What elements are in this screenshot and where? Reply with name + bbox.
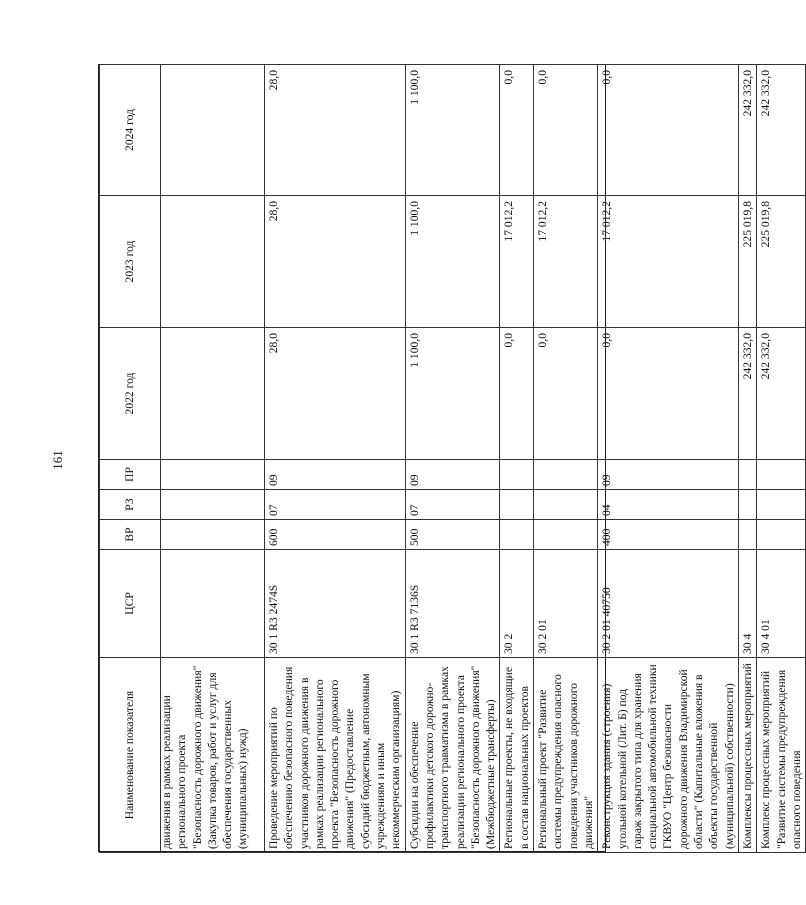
row-vr [738,520,756,550]
table-row [500,65,534,853]
row-name: Реконструкция здания (строения) угольной котельной (Лит. Б) под гараж закрытого типа для хранения специальной автомобильной техники ГКВУО "Центр безопасности дорожного движения Владимирской области" (Капитальные вложения в объекты государственной (муниципальной) собственности) [598,658,739,853]
row-name-text: движения в рамках реализации регионального проекта "Безопасность дорожного движения" (Закупка товаров, работ и услуг для обеспечения государственных (муниципальных) нужд) [160,665,250,849]
row-rz: 04 [598,490,739,520]
row-2022: 242 332,0 [738,328,756,460]
row-rz [500,490,534,520]
row-2023: 225 019,8 [738,196,756,328]
row-2024: 0,0 [534,65,598,196]
row-vr [534,520,598,550]
row-rz [161,490,265,520]
row-csr: 30 1 R3 2474S [265,550,406,658]
row-2022: 0,0 [500,328,534,460]
table-row [265,65,406,853]
header-2024: 2024 год [100,65,161,196]
row-name: Проведение мероприятий по обеспечению безопасного поведения участников дорожного движения в рамках реализации регионального проекта "Безопасность дорожного движения" (Предоставление субсидий бюджетным, автономным учреждениям и иным некоммерческим организациям) [265,658,406,853]
row-csr: 30 2 [500,550,534,658]
table-row [738,65,756,853]
row-pr: 09 [598,460,739,490]
row-2023: 17 012,2 [534,196,598,328]
row-pr [534,460,598,490]
header-row [100,65,161,853]
row-2022: 28,0 [265,328,406,460]
table-row [534,65,598,853]
table-row [405,65,500,853]
row-pr [757,460,806,490]
row-2022: 242 332,0 [757,328,806,460]
row-csr: 30 4 [738,550,756,658]
header-name: Наименование показателя [100,658,161,853]
row-2024: 242 332,0 [738,65,756,196]
row-2023 [161,196,265,328]
header-csr: ЦСР [100,550,161,658]
budget-table [99,64,806,853]
row-2024: 28,0 [265,65,406,196]
row-vr [757,520,806,550]
row-2023: 17 012,2 [598,196,739,328]
row-vr [500,520,534,550]
row-rz: 07 [405,490,500,520]
row-csr: 30 4 01 [757,550,806,658]
row-2024: 0,0 [500,65,534,196]
rotated-table-wrapper [99,65,803,853]
row-csr: 30 2 01 40750 [598,550,739,658]
table-frame [98,64,803,852]
row-2022: 0,0 [598,328,739,460]
row-rz [757,490,806,520]
row-name: Субсидии на обеспечение профилактики детского дорожно-транспортного травматизма в рамках реализации регионального проекта "Безопасность дорожного движения" (Межбюджетные трансферты) [405,658,500,853]
row-name: Комплексы процессных мероприятий [738,658,756,853]
row-rz [738,490,756,520]
row-rz [534,490,598,520]
row-2022: 1 100,0 [405,328,500,460]
row-csr [161,550,265,658]
row-csr: 30 1 R3 7136S [405,550,500,658]
row-name: Региональный проект "Развитие системы предупреждения опасного поведения участников дорожного движения" [534,658,598,853]
row-2024: 0,0 [598,65,739,196]
header-2023: 2023 год [100,196,161,328]
row-pr: 09 [265,460,406,490]
table-row [757,65,806,853]
row-2023: 17 012,2 [500,196,534,328]
row-vr: 500 [405,520,500,550]
row-2023: 1 100,0 [405,196,500,328]
row-name: Региональные проекты, не входящие в состав национальных проектов [500,658,534,853]
table-row [161,65,265,853]
row-vr: 600 [265,520,406,550]
row-name: Комплекс процессных мероприятий "Развитие системы предупреждения опасного поведения [757,658,806,853]
row-2022: 0,0 [534,328,598,460]
row-pr [738,460,756,490]
page-number: 161 [49,450,65,470]
header-2022: 2022 год [100,328,161,460]
row-vr: 400 [598,520,739,550]
row-2024: 242 332,0 [757,65,806,196]
row-2024: 1 100,0 [405,65,500,196]
row-2023: 225 019,8 [757,196,806,328]
row-pr [500,460,534,490]
row-rz: 07 [265,490,406,520]
row-csr: 30 2 01 [534,550,598,658]
row-name [161,658,265,853]
header-rz: РЗ [100,490,161,520]
row-pr: 09 [405,460,500,490]
table-row [598,65,739,853]
row-pr [161,460,265,490]
row-2022 [161,328,265,460]
header-pr: ПР [100,460,161,490]
row-2024 [161,65,265,196]
row-2023: 28,0 [265,196,406,328]
row-vr [161,520,265,550]
header-vr: ВР [100,520,161,550]
